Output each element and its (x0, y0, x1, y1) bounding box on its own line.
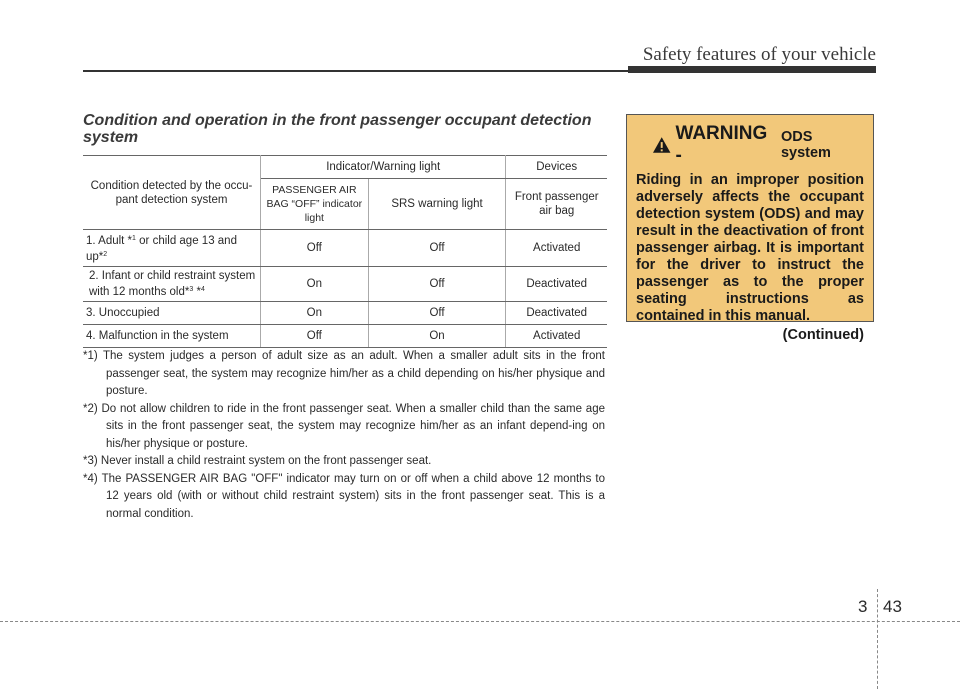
warning-continued: (Continued) (782, 327, 864, 343)
warning-heading (652, 123, 864, 167)
table-row (83, 325, 607, 348)
footnote-2: *2) Do not allow children to ride in the front passenger seat. When a smaller child than the same age sits in the front passenger seat, the system may recognize him/her as an infant depend-ing on his/her physique or posture. (83, 402, 605, 450)
header-rule (83, 70, 628, 72)
header-front-passenger-airbag: Front passenger air bag (506, 179, 607, 230)
footnote-1: *1) The system judges a person of adult size as an adult. When a smaller adult sits in the front passenger seat, the system may recognize him/her as a child depending on his/her physique and posture. (83, 350, 605, 397)
page-number: 43 (883, 597, 902, 616)
warning-box (626, 114, 874, 343)
table-row (83, 267, 607, 302)
row-srs: Off (368, 230, 506, 267)
page-header-title: Safety features of your vehicle (642, 44, 876, 65)
section-title: Condition and operation in the front passenger occupant detection system (83, 112, 592, 146)
row-condition: 1. Adult *$^1$ or child age 13 and up*$^2$ (83, 230, 261, 267)
row-srs: Off (368, 267, 506, 302)
row-indicator: Off (261, 230, 369, 267)
row-indicator: On (261, 302, 369, 325)
row-srs: Off (368, 302, 506, 325)
header-passenger-airbag-indicator: PASSENGER AIR BAG “OFF” indicator light (261, 179, 369, 230)
row-airbag: Deactivated (506, 267, 607, 302)
row-indicator: Off (261, 325, 369, 348)
chapter-number: 3 (858, 597, 868, 616)
table-row (83, 230, 607, 267)
row-indicator: On (261, 267, 369, 302)
row-srs: On (368, 325, 506, 348)
footer-divider (877, 589, 878, 689)
footnotes (83, 348, 605, 523)
warning-label: WARNING - (675, 123, 768, 166)
row-condition: 3. Unoccupied (83, 302, 261, 325)
row-condition: 4. Malfunction in the system (83, 325, 261, 348)
row-airbag: Activated (506, 325, 607, 348)
warning-subject: ODS system (780, 129, 831, 161)
row-airbag: Activated (506, 230, 607, 267)
header-condition: Condition detected by the occu-pant detection system (83, 156, 261, 230)
header-devices-group: Devices (506, 156, 607, 179)
warning-body: Riding in an improper position adversely affects the occupant detection system (ODS) and may result in the deactivation of front passenger airbag. It is important for the driver to instruct the passenger as to the proper seating instructions as contained in this manual. (636, 172, 864, 324)
row-condition: 2. Infant or child restraint system with 12 months old*$^3$ *$^4$ (83, 267, 261, 302)
table-row (83, 302, 607, 325)
header-bar (628, 66, 876, 73)
warning-triangle-icon (652, 136, 671, 154)
header-srs-warning-light: SRS warning light (368, 179, 506, 230)
footnote-3: *3) Never install a child restraint system on the front passenger seat. (83, 455, 432, 467)
footer-rule (0, 621, 960, 622)
footnote-4: *4) The PASSENGER AIR BAG "OFF" indicator may turn on or off when a child above 12 months to 12 years old (with or without child restraint system) sits in the front passenger seat. This is a normal condition. (83, 472, 605, 520)
header-indicator-group: Indicator/Warning light (261, 156, 506, 179)
ods-condition-table (83, 155, 607, 348)
row-airbag: Deactivated (506, 302, 607, 325)
